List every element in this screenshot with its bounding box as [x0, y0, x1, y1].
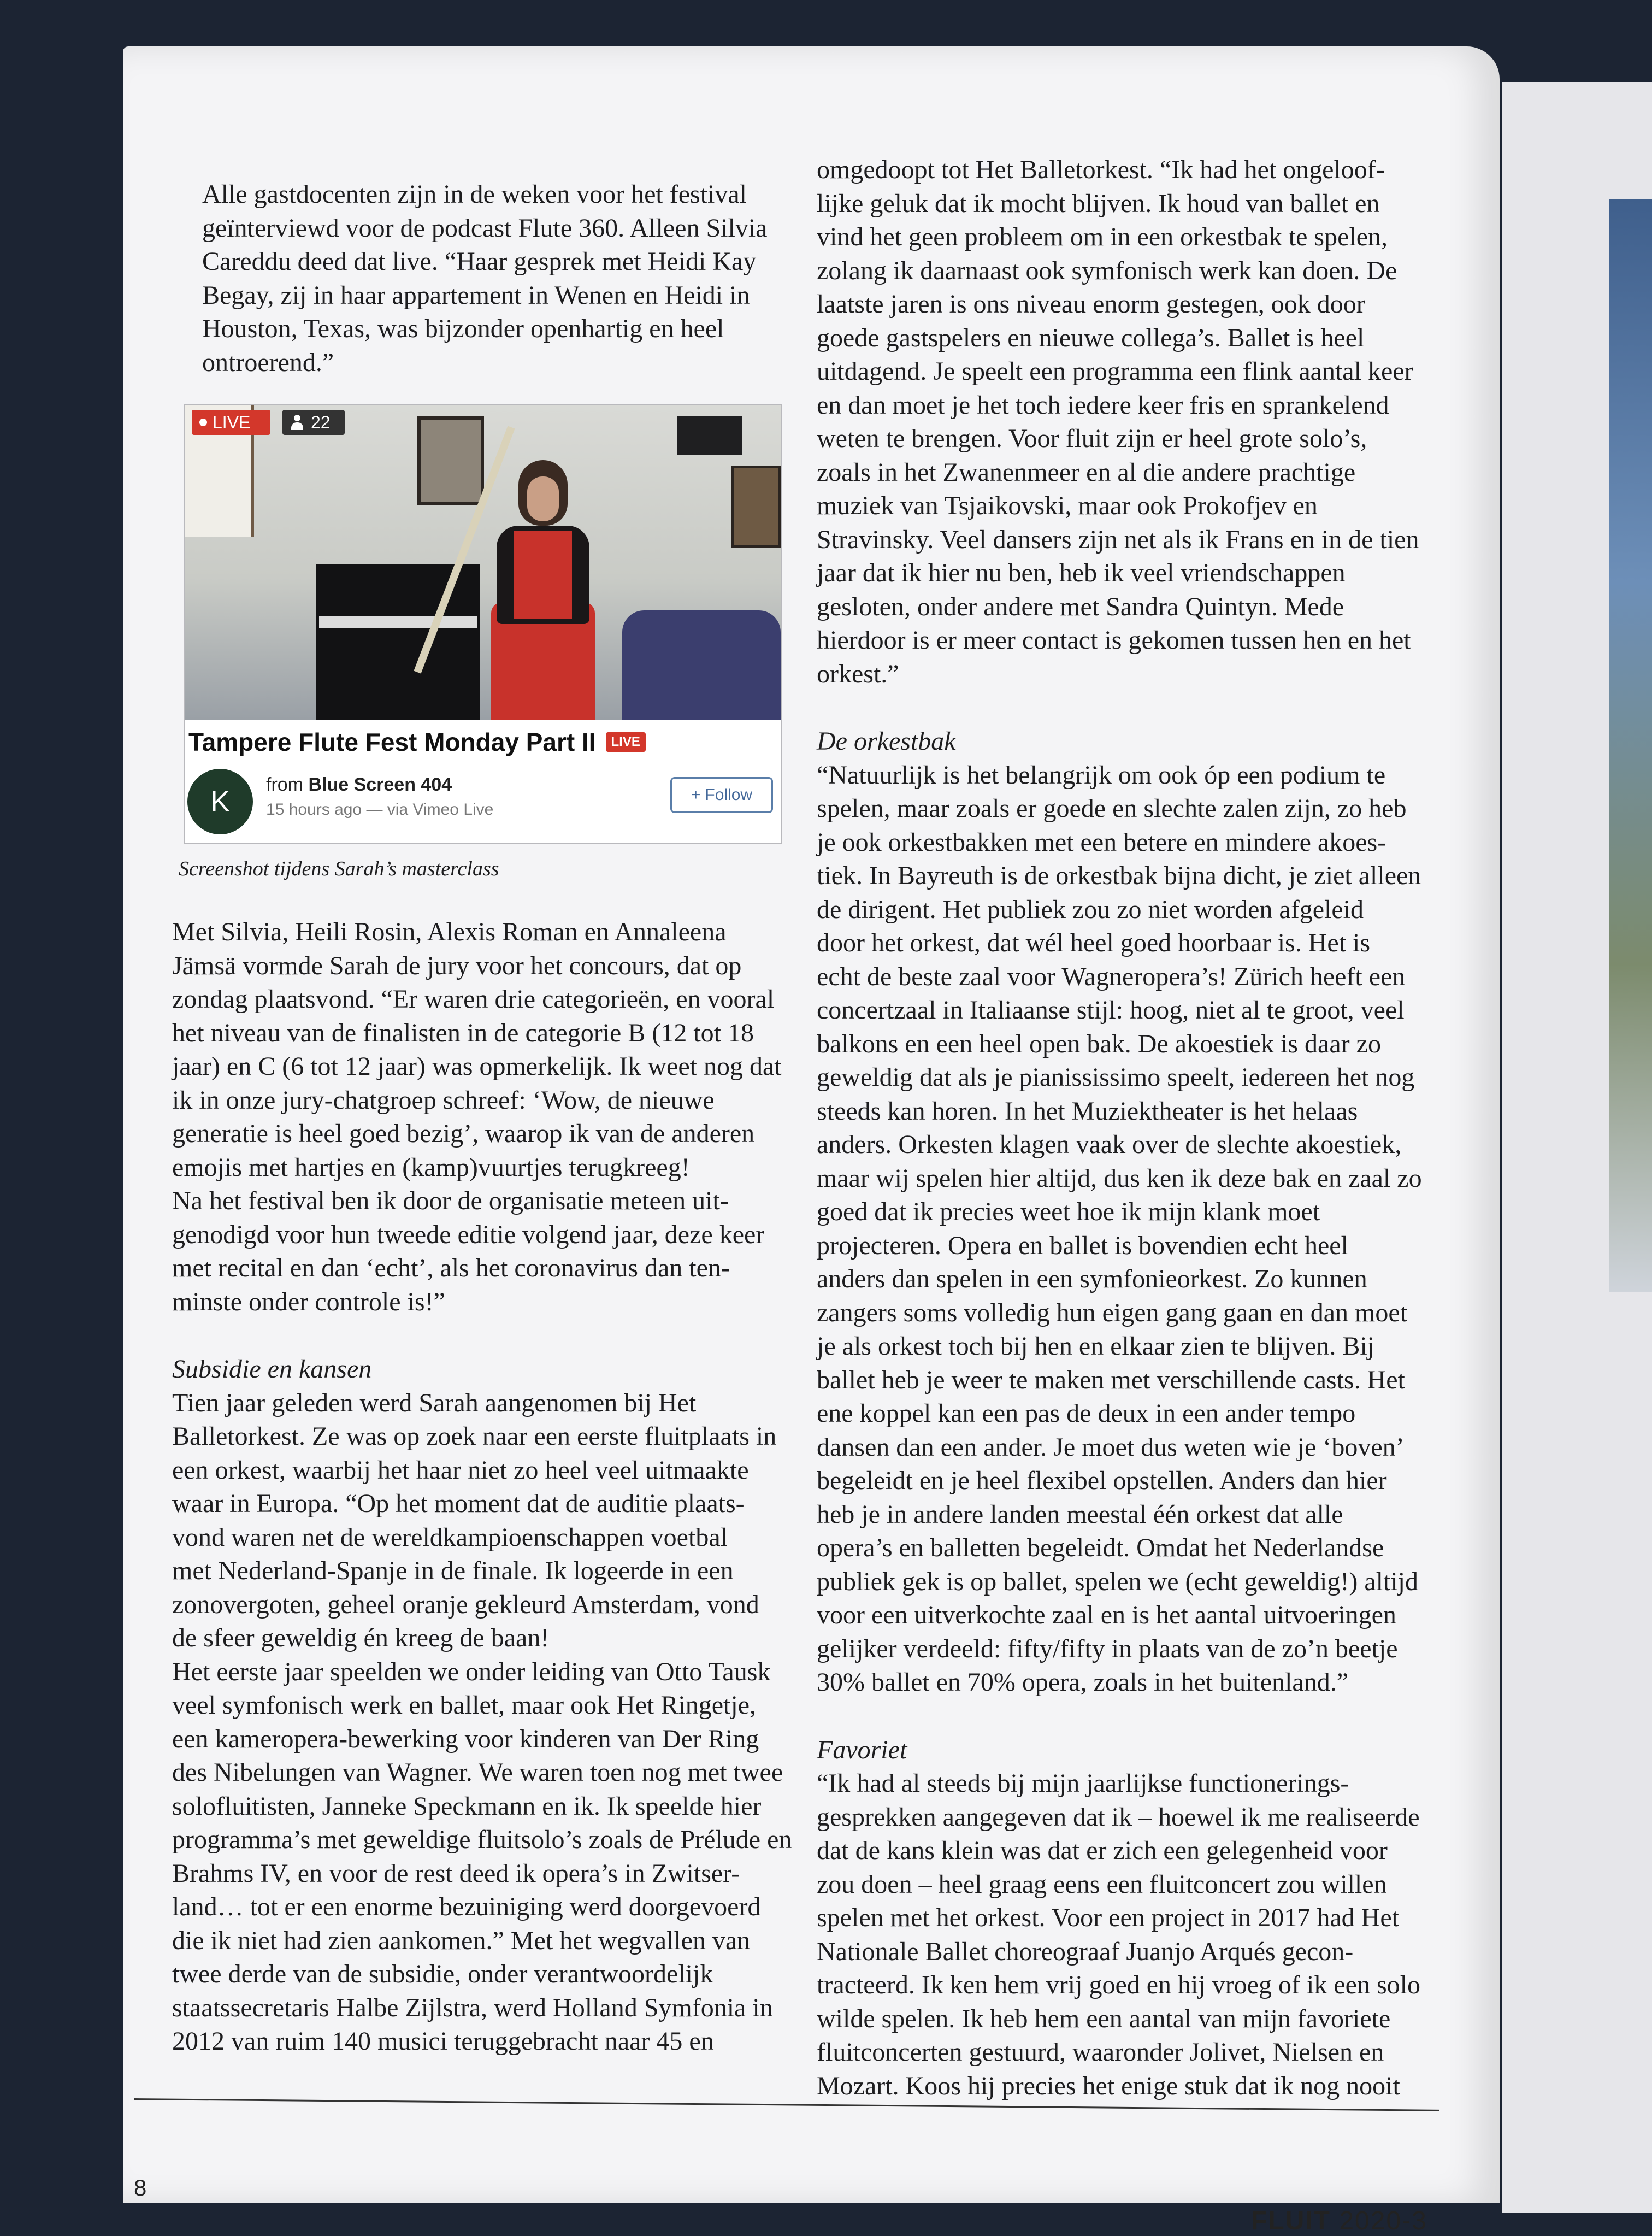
text-line: spelen met het orkest. Voor een project in 2017 had Het: [817, 1903, 1399, 1932]
live-tag: LIVE: [606, 732, 646, 752]
text-line: Begay, zij in haar appartement in Wenen en Heidi in: [202, 280, 750, 310]
left-column-body: [172, 915, 855, 2058]
viewer-count-badge: [282, 410, 345, 435]
plus-icon: +: [691, 786, 701, 804]
text-line: Mozart. Koos hij precies het enige stuk dat ik nog nooit: [817, 2071, 1400, 2100]
text-line: die ik niet had zien aankomen.” Met het wegvallen van: [172, 1926, 751, 1955]
issue-number: 2020-3: [1339, 2206, 1427, 2235]
text-line: geweldig dat als je pianississimo speelt, iedereen het nog: [817, 1063, 1415, 1092]
text-line: anders dan spelen in een symfonieorkest. Zo kunnen: [817, 1264, 1367, 1293]
channel-name[interactable]: Blue Screen 404: [308, 774, 452, 795]
text-line: wilde spelen. Ik heb hem een aantal van mijn favoriete: [817, 2004, 1391, 2033]
text-line: ontroerend.”: [202, 348, 334, 377]
text-line: gesloten, onder andere met Sandra Quintyn. Mede: [817, 592, 1344, 621]
text-line: steeds kan horen. In het Muziektheater is het helaas: [817, 1096, 1358, 1126]
text-line: zou doen – heel graag eens een fluitconcert zou willen: [817, 1869, 1387, 1899]
video-title[interactable]: Tampere Flute Fest Monday Part II: [188, 728, 596, 756]
text-line: dat de kans klein was dat er zich een gelegenheid voor: [817, 1836, 1388, 1865]
text-line: orkest.”: [817, 659, 899, 689]
video-frame[interactable]: [185, 405, 781, 720]
text-line: tiek. In Bayreuth is de orkestbak bijna dicht, je ziet alleen: [817, 861, 1421, 890]
text-line: Tien jaar geleden werd Sarah aangenomen bij Het: [172, 1388, 697, 1417]
text-line: opera’s en balletten begeleidt. Omdat het Nederlandse: [817, 1533, 1384, 1562]
text-line: generatie is heel goed bezig’, waarop ik van de anderen: [172, 1119, 755, 1148]
subheading: Favoriet: [817, 1735, 907, 1764]
magazine-name: FLUIT: [1251, 2206, 1331, 2235]
text-line: lijke geluk dat ik mocht blijven. Ik houd van ballet en: [817, 189, 1380, 218]
text-line: Careddu deed dat live. “Haar gesprek met Heidi Kay: [202, 247, 757, 276]
text-line: Het eerste jaar speelden we onder leiding van Otto Tausk: [172, 1657, 771, 1686]
text-line: de dirigent. Het publiek zou zo niet worden afgeleid: [817, 895, 1364, 924]
text-line: zonovergoten, geheel oranje gekleurd Amsterdam, vond: [172, 1590, 759, 1619]
follow-label: Follow: [705, 786, 753, 804]
paragraph-gap: [817, 1699, 1445, 1733]
text-line: het niveau van de finalisten in de categorie B (12 tot 18: [172, 1018, 754, 1048]
text-line: genodigd voor hun tweede editie volgend jaar, deze keer: [172, 1220, 765, 1249]
text-line: Houston, Texas, was bijzonder openhartig en heel: [202, 314, 724, 343]
wall-screen: [677, 416, 742, 455]
paragraph-gap: [172, 1319, 855, 1352]
text-line: Alle gastdocenten zijn in de weken voor het festival: [202, 180, 747, 209]
text-line: balkons en een heel open bak. De akoestiek is daar zo: [817, 1029, 1381, 1058]
text-line: zoals in het Zwanenmeer en al die andere prachtige: [817, 457, 1356, 487]
text-line: jaar dat ik hier nu ben, heb ik veel vriendschappen: [817, 558, 1346, 587]
text-line: Na het festival ben ik door de organisatie meteen uit-: [172, 1186, 729, 1215]
text-line: een kameropera-bewerking voor kinderen van Der Ring: [172, 1724, 759, 1754]
left-column-intro: [202, 178, 874, 379]
text-line: Stravinsky. Veel dansers zijn net als ik Frans en in de tien: [817, 525, 1419, 554]
text-line: gesprekken aangegeven dat ik – hoewel ik me realiseerde: [817, 1802, 1420, 1832]
text-line: zolang ik daarnaast ook symfonisch werk kan doen. De: [817, 256, 1397, 285]
text-line: door het orkest, dat wél heel goed hoorbaar is. Het is: [817, 928, 1371, 957]
text-line: met Nederland-Spanje in de finale. Ik logeerde in een: [172, 1556, 734, 1585]
text-line: emojis met hartjes en (kamp)vuurtjes terugkreeg!: [172, 1152, 690, 1182]
text-line: geïnterviewd voor de podcast Flute 360. Alleen Silvia: [202, 213, 768, 243]
video-meta: 15 hours ago — via Vimeo Live: [266, 801, 494, 819]
text-line: staatssecretaris Halbe Zijlstra, werd Holland Symfonia in: [172, 1993, 773, 2022]
text-line: muziek van Tsjaikovski, maar ook Prokofjev en: [817, 491, 1318, 520]
text-line: voor een uitverkochte zaal en is het aantal uitvoeringen: [817, 1600, 1396, 1629]
next-page-edge: [1502, 82, 1652, 2213]
text-line: concertzaal in Italiaanse stijl: hoog, niet al te groot, veel: [817, 996, 1405, 1025]
text-line: solofluitisten, Janneke Speckmann en ik. Ik speelde hier: [172, 1791, 762, 1821]
channel-line: [266, 772, 452, 798]
text-line: goede gastspelers en nieuwe collega’s. Ballet is heel: [817, 323, 1365, 352]
text-line: goed dat ik precies weet hoe ik mijn klank moet: [817, 1197, 1320, 1226]
text-line: je als orkest toch bij hen en elkaar zien te blijven. Bij: [817, 1332, 1375, 1361]
from-label: from: [266, 774, 303, 795]
video-screenshot-figure: [184, 404, 782, 844]
text-line: met recital en dan ‘echt’, als het coronavirus dan ten-: [172, 1254, 730, 1282]
live-badge-label: LIVE: [213, 413, 251, 432]
text-line: ik in onze jury-chatgroep schreef: ‘Wow, de nieuwe: [172, 1085, 715, 1115]
text-line: vond waren net de wereldkampioenschappen voetbal: [172, 1522, 728, 1552]
text-line: vind het geen probleem om in een orkestbak te spelen,: [817, 222, 1388, 251]
text-line: anders. Orkesten klagen vaak over de slechte akoestiek,: [817, 1130, 1402, 1159]
text-line: 30% ballet en 70% opera, zoals in het buitenland.”: [817, 1668, 1349, 1697]
page-number: 8: [134, 2175, 147, 2200]
text-line: de sfeer geweldig én kreeg de baan!: [172, 1623, 550, 1652]
person-icon: [290, 415, 304, 430]
text-line: “Natuurlijk is het belangrijk om ook óp een podium te: [817, 760, 1386, 790]
text-line: zondag plaatsvond. “Er waren drie categorieën, en vooral: [172, 985, 775, 1014]
text-line: gelijker verdeeld: fifty/fifty in plaats van de zo’n beetje: [817, 1634, 1398, 1663]
text-line: jaar) en C (6 tot 12 jaar) was opmerkelijk. Ik weet nog dat: [172, 1052, 782, 1081]
paragraph-gap: [817, 691, 1445, 725]
magazine-page: [123, 46, 1500, 2235]
text-line: spelen, maar zoals er goede en slechte zalen zijn, zo heb: [817, 794, 1407, 823]
text-line: tracteerd. Ik ken hem vrij goed en hij vroeg of ik een solo: [817, 1970, 1420, 1999]
text-line: ballet heb je weer te maken met verschillende casts. Het: [817, 1365, 1405, 1394]
text-line: echt de beste zaal voor Wagneropera’s! Zürich heeft een: [817, 962, 1406, 991]
text-line: laatste jaren is ons niveau enorm gestegen, ook door: [817, 290, 1365, 319]
text-line: twee derde van de subsidie, onder verantwoordelijk: [172, 1960, 713, 1988]
text-line: projecteren. Opera en ballet is bovendien echt heel: [817, 1231, 1348, 1260]
text-line: uitdagend. Je speelt een programma een flink aantal keer: [817, 357, 1413, 386]
text-line: Brahms IV, en voor de rest deed ik opera’s in Zwitser-: [172, 1858, 740, 1888]
text-line: zangers soms volledig hun eigen gang gaan en dan moet: [817, 1298, 1408, 1327]
text-line: Jämsä vormde Sarah de jury voor het concours, dat op: [172, 951, 742, 980]
wall-picture: [731, 466, 781, 548]
text-line: land… tot er een enorme bezuiniging werd doorgevoerd: [172, 1892, 761, 1921]
wall-picture: [417, 416, 484, 505]
text-line: weten te brengen. Voor fluit zijn er heel grote solo’s,: [817, 424, 1367, 453]
text-line: minste onder controle is!”: [172, 1287, 445, 1316]
flutist-face: [527, 476, 559, 521]
text-line: je ook orkestbakken met een betere en mindere akoes-: [817, 827, 1386, 857]
flutist: [480, 460, 600, 720]
figure-caption: Screenshot tijdens Sarah’s masterclass: [179, 857, 499, 880]
subheading: Subsidie en kansen: [172, 1355, 372, 1384]
text-line: ene koppel kan een pas de deux in een ander tempo: [817, 1399, 1356, 1428]
text-line: fluitconcerten gestuurd, waaronder Jolivet, Nielsen en: [817, 2038, 1384, 2067]
text-line: heb je in andere landen meestal één orkest dat alle: [817, 1499, 1343, 1529]
text-line: hierdoor is er meer contact is gekomen tussen hen en het: [817, 626, 1411, 655]
text-line: veel symfonisch werk en ballet, maar ook Het Ringetje,: [172, 1691, 757, 1720]
text-line: en dan moet je het toch iedere keer fris en sprankelend: [817, 390, 1389, 420]
text-line: dansen dan een ander. Je moet dus weten wie je ‘boven’: [817, 1432, 1405, 1462]
flutist-top: [514, 531, 572, 619]
text-line: 2012 van ruim 140 musici teruggebracht naar 45 en: [172, 2027, 714, 2056]
text-line: Balletorkest. Ze was op zoek naar een eerste fluitplaats in: [172, 1422, 777, 1451]
follow-button[interactable]: [670, 777, 773, 813]
text-line: maar wij spelen hier altijd, dus ken ik deze bak en zaal zo: [817, 1163, 1422, 1193]
live-badge: [192, 410, 270, 435]
text-line: omgedoopt tot Het Balletorkest. “Ik had het ongeloof-: [817, 155, 1385, 184]
video-title-row: [188, 725, 768, 759]
piano-keys: [319, 616, 477, 628]
text-line: waar in Europa. “Op het moment dat de auditie plaats-: [172, 1489, 745, 1518]
live-dot-icon: [199, 419, 207, 426]
text-line: publiek gek is op ballet, spelen we (echt geweldig!) altijd: [817, 1567, 1418, 1596]
text-line: Met Silvia, Heili Rosin, Alexis Roman en Annaleena: [172, 917, 727, 946]
text-line: Nationale Ballet choreograaf Juanjo Arqués gecon-: [817, 1937, 1354, 1966]
text-line: begeleidt en je heel flexibel opstellen. Anders dan hier: [817, 1466, 1387, 1495]
issue-label: [1251, 2206, 1427, 2236]
text-line: programma’s met geweldige fluitsolo’s zoals de Prélude en: [172, 1825, 792, 1854]
text-line: des Nibelungen van Wagner. We waren toen nog met twee: [172, 1758, 783, 1787]
right-column: [817, 153, 1445, 2103]
channel-avatar[interactable]: K: [187, 769, 253, 834]
viewer-count: 22: [311, 413, 331, 432]
next-page-photo-strip: [1609, 199, 1652, 1292]
text-line: een orkest, waarbij het haar niet zo heel veel uitmaakte: [172, 1455, 749, 1485]
text-line: “Ik had al steeds bij mijn jaarlijkse functionerings-: [817, 1769, 1349, 1798]
sofa: [622, 610, 781, 720]
piano: [316, 564, 480, 720]
subheading: De orkestbak: [817, 727, 956, 756]
